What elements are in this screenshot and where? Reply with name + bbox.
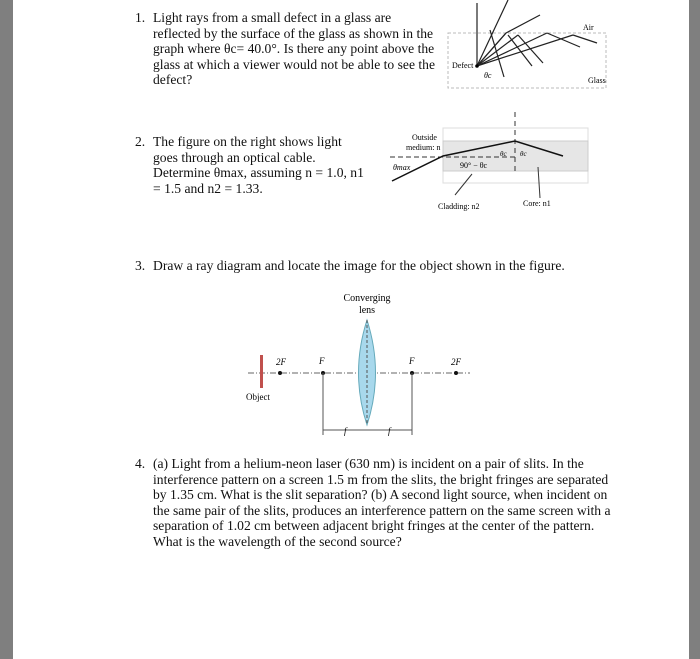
outside-label: Outside xyxy=(412,133,437,142)
theta-c-label: θc xyxy=(484,71,492,80)
question-line: What is the wavelength of the second source? xyxy=(153,533,402,549)
glass-label: Glass xyxy=(588,76,606,85)
question-line: graph where θc= 40.0°. Is there any point above the xyxy=(153,41,435,57)
object-label: Object xyxy=(246,392,270,402)
cladding-label: Cladding: n2 xyxy=(438,202,480,211)
theta-c-right-label: θc xyxy=(520,150,527,158)
theta-max-label: θmax xyxy=(393,163,411,172)
2f-left-label: 2F xyxy=(276,357,286,367)
f-left-label: F xyxy=(319,356,325,366)
question-line: reflected by the surface of the glass as shown in the xyxy=(153,25,434,41)
question-line: the same pair of the slits, produces an interference pattern on the same screen with a xyxy=(153,502,611,518)
lens-title-line1: Converging xyxy=(343,293,391,304)
object-arrow xyxy=(260,355,263,388)
core-label: Core: n1 xyxy=(523,199,551,208)
f-right-label: F xyxy=(409,356,415,366)
question-line: Determine θmax, assuming n = 1.0, n1 xyxy=(153,165,364,181)
question-line: The figure on the right shows light xyxy=(153,134,342,149)
question-line: = 1.5 and n2 = 1.33. xyxy=(153,180,263,196)
question-line: separation of 1.02 cm between adjacent bright fringes at the center of the pattern. xyxy=(153,518,595,534)
defect-label: Defect xyxy=(452,61,474,70)
focal-length-right-label: f xyxy=(388,426,391,436)
figure-defect-glass xyxy=(440,0,610,95)
2f-right-label: 2F xyxy=(451,357,461,367)
document-page xyxy=(13,0,689,659)
question-number: 3. xyxy=(135,258,146,273)
complement-angle-label: 90° − θc xyxy=(460,161,488,170)
question-number: 4. xyxy=(135,456,146,471)
question-number: 1. xyxy=(135,10,146,25)
question-line: Light rays from a small defect in a glass are xyxy=(153,10,392,25)
focal-length-left-label: f xyxy=(344,426,347,436)
figure-optical-cable xyxy=(368,110,590,220)
lens-title-line2: lens xyxy=(358,305,376,316)
figure-converging-lens xyxy=(240,285,485,445)
question-line: by 1.35 cm. What is the slit separation? (b) A second light source, when incident on xyxy=(153,487,608,503)
medium-label: medium: n xyxy=(406,143,441,152)
question-number: 2. xyxy=(135,134,146,149)
question-line: defect? xyxy=(153,72,193,88)
question-line: (a) Light from a helium-neon laser (630 nm) is incident on a pair of slits. In the xyxy=(153,456,584,471)
theta-c-left-label: θc xyxy=(500,150,507,158)
question-line: glass at which a viewer would not be able to see the xyxy=(153,56,435,72)
question-line: goes through an optical cable. xyxy=(153,149,316,165)
question-line: interference pattern on a screen 1.5 m from the slits, the bright fringes are separated xyxy=(153,471,609,487)
air-label: Air xyxy=(583,23,594,32)
question-line: Draw a ray diagram and locate the image for the object shown in the figure. xyxy=(153,258,565,273)
